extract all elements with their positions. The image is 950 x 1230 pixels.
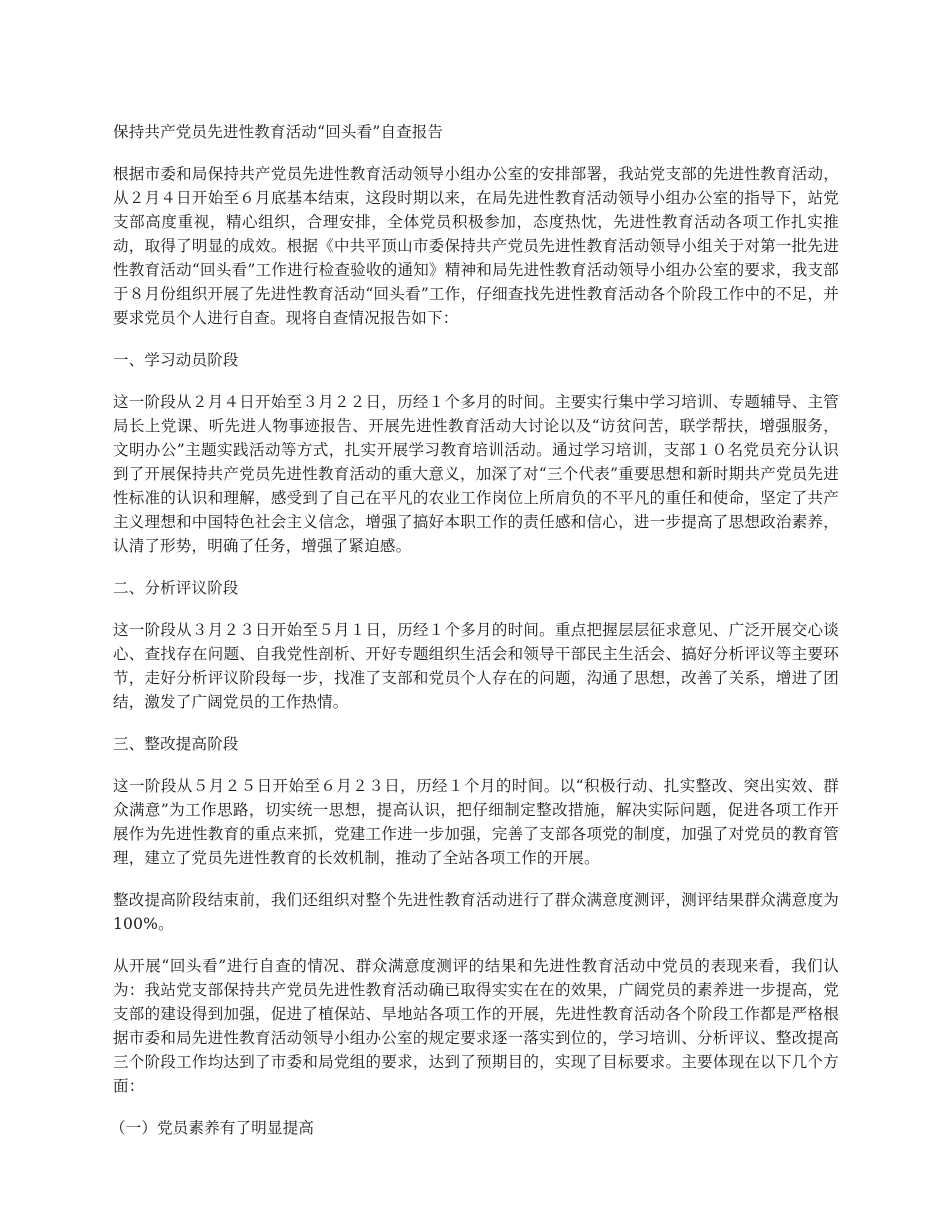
section-heading-rectify: 三、整改提高阶段 <box>113 735 239 753</box>
section-heading-study: 一、学习动员阶段 <box>113 351 239 369</box>
section-body-study: 这一阶段从２月４日开始至３月２２日，历经１个多月的时间。主要实行集中学习培训、专题辅导、主管局长上党课、听先进人物事迹报告、开展先进性教育活动大讨论以及“访贫问苦，联学帮扶，增强服务，文明办公”主题实践活动等方式，扎实开展学习教育培训活动。通过学习培训，支部１０名党员充分认识到了开展保持共产党员先进性教育活动的重大意义，加深了对“三个代表”重要思想和新时期共产党员先进性标准的认识和理解，感受到了自己在平凡的农业工作岗位上所肩负的不平凡的重任和使命，坚定了共产主义理想和中国特色社会主义信念，增强了搞好本职工作的责任感和信心，进一步提高了思想政治素养，认清了形势，明确了任务，增强了紧迫感。 <box>113 393 839 555</box>
intro-paragraph: 根据市委和局保持共产党员先进性教育活动领导小组办公室的安排部署，我站党支部的先进性教育活动，从２月４日开始至６月底基本结束，这段时期以来，在局先进性教育活动领导小组办公室的指导下，站党支部高度重视，精心组织，合理安排，全体党员积极参加，态度热忱，先进性教育活动各项工作扎实推动，取得了明显的成效。根据《中共平顶山市委保持共产党员先进性教育活动领导小组关于对第一批先进性教育活动“回头看”工作进行检查验收的通知》精神和局先进性教育活动领导小组办公室的要求，我支部于８月份组织开展了先进性教育活动“回头看”工作，仔细查找先进性教育活动各个阶段工作中的不足，并要求党员个人进行自查。现将自查情况报告如下： <box>113 165 839 327</box>
document-page <box>110 120 839 1158</box>
section-heading-review: 二、分析评议阶段 <box>113 579 239 597</box>
conclusion-paragraph: 从开展“回头看”进行自查的情况、群众满意度测评的结果和先进性教育活动中党员的表现来看，我们认为：我站党支部保持共产党员先进性教育活动确已取得实实在在的效果，广阔党员的素养进一步提高，党支部的建设得到加强，促进了植保站、旱地站各项工作的开展，先进性教育活动各个阶段工作都是严格根据市委和局先进性教育活动领导小组办公室的规定要求逐一落实到位的，学习培训、分析评议、整改提高三个阶段工作均达到了市委和局党组的要求，达到了预期目的，实现了目标要求。主要体现在以下几个方面： <box>113 957 839 1095</box>
document-title: 保持共产党员先进性教育活动“回头看”自查报告 <box>113 123 444 141</box>
subsection-heading-quality: （一）党员素养有了明显提高 <box>110 1119 315 1137</box>
section-body-rectify: 这一阶段从５月２５日开始至６月２３日，历经１个月的时间。以“积极行动、扎实整改、突出实效、群众满意”为工作思路，切实统一思想，提高认识，把仔细制定整改措施，解决实际问题，促进各项工作开展作为先进性教育的重点来抓，党建工作进一步加强，完善了支部各项党的制度，加强了对党员的教育管理，建立了党员先进性教育的长效机制，推动了全站各项工作的开展。 <box>113 777 839 867</box>
section-body-review: 这一阶段从３月２３日开始至５月１日，历经１个多月的时间。重点把握层层征求意见、广泛开展交心谈心、查找存在问题、自我党性剖析、开好专题组织生活会和领导干部民主生活会、搞好分析评议等主要环节，走好分析评议阶段每一步，找准了支部和党员个人存在的问题，沟通了思想，改善了关系，增进了团结，激发了广阔党员的工作热情。 <box>113 621 839 711</box>
survey-paragraph: 整改提高阶段结束前，我们还组织对整个先进性教育活动进行了群众满意度测评，测评结果群众满意度为100%。 <box>113 891 839 933</box>
